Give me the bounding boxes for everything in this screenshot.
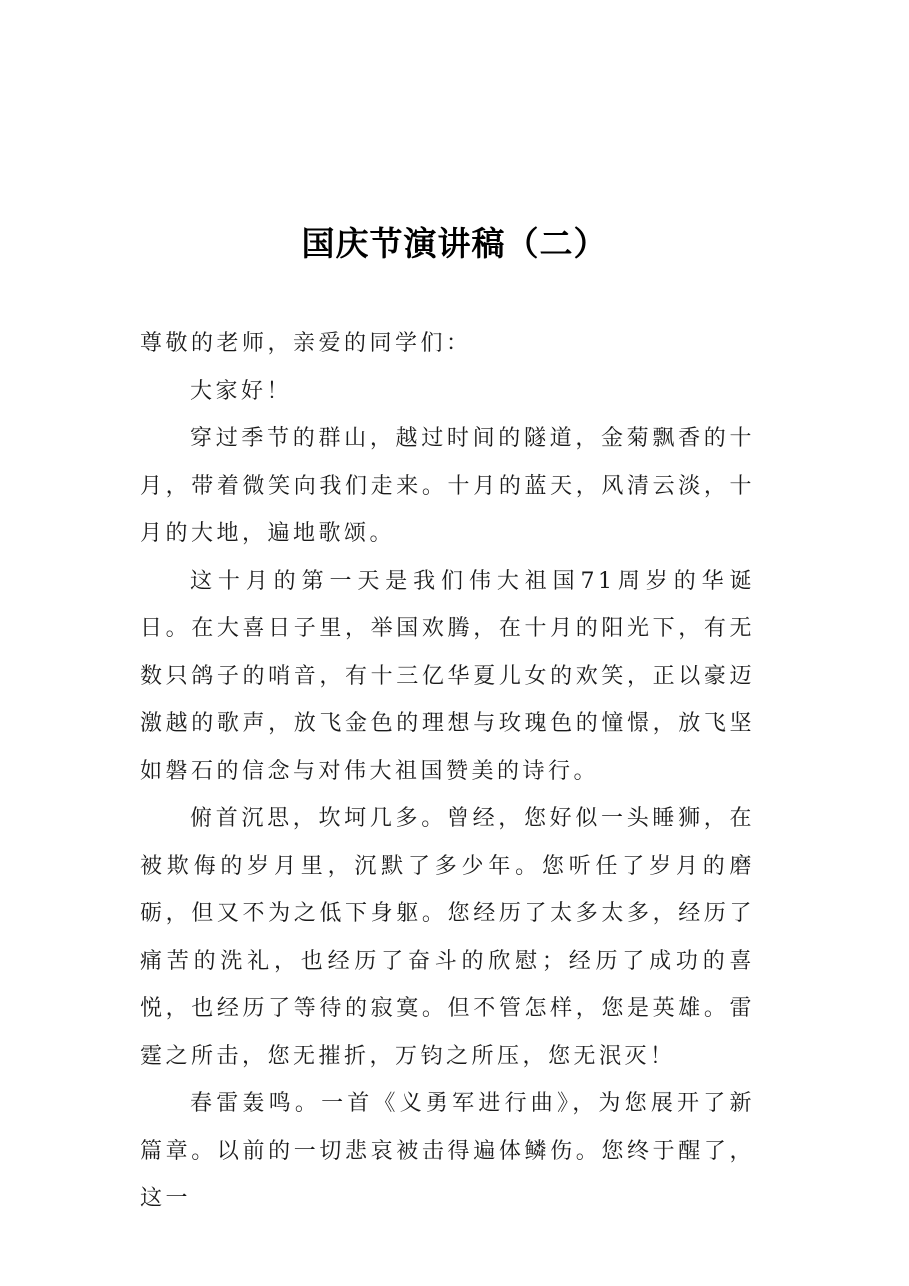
paragraph-national-day: 这十月的第一天是我们伟大祖国71周岁的华诞日。在大喜日子里，举国欢腾，在十月的阳光下，有无数只鸽子的哨音，有十三亿华夏儿女的欢笑，正以豪迈激越的歌声，放飞金色的理想与玫瑰色的憧憬，放飞坚如磐石的信念与对伟大祖国赞美的诗行。 [140,568,755,784]
paragraph-greeting: 大家好！ [190,378,293,404]
paragraph-anthem: 春雷轰鸣。一首《义勇军进行曲》，为您展开了新篇章。以前的一切悲哀被击得遍体鳞伤。您终于醒了，这一 [140,1091,755,1211]
paragraph-october: 穿过季节的群山，越过时间的隧道，金菊飘香的十月，带着微笑向我们走来。十月的蓝天，风清云淡，十月的大地，遍地歌颂。 [140,426,755,546]
document-body [140,320,755,1223]
paragraph-history: 俯首沉思，坎坷几多。曾经，您好似一头睡狮，在被欺侮的岁月里，沉默了多少年。您听任了岁月的磨砺，但又不为之低下身躯。您经历了太多太多，经历了痛苦的洗礼，也经历了奋斗的欣慰；经历了成功的喜悦，也经历了等待的寂寞。但不管怎样，您是英雄。雷霆之所击，您无摧折，万钧之所压，您无泯灭！ [140,806,755,1069]
salutation: 尊敬的老师，亲爱的同学们： [140,331,472,356]
document-title: 国庆节演讲稿（二） [301,224,608,263]
